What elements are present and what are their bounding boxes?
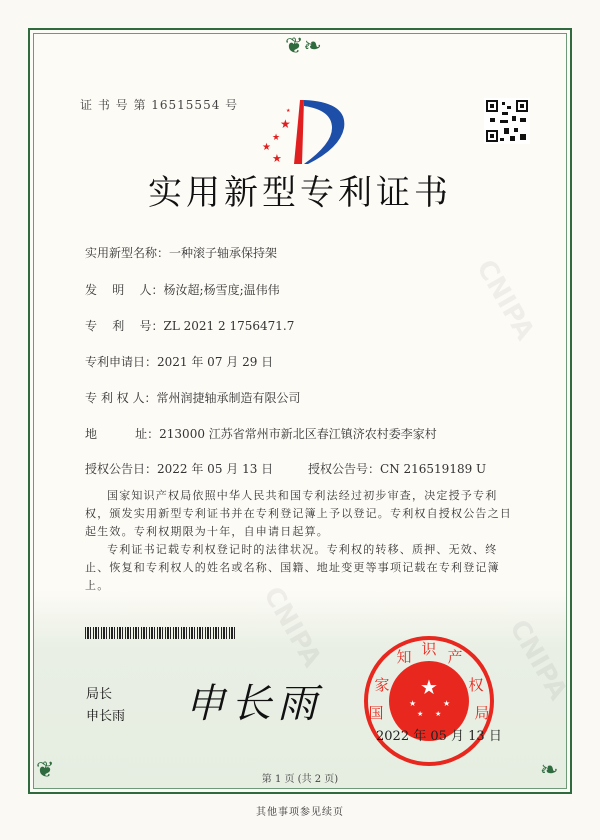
field-value: 2022 年 05 月 13 日 [157,462,274,476]
field-value: CN 216519189 U [380,462,487,476]
field-patentee [85,389,300,406]
field-patent-number [85,317,294,334]
signature: 申长雨 [185,681,323,727]
svg-text:★: ★ [409,699,417,708]
field-value: 2021 年 07 月 29 日 [157,355,274,369]
field-label: 专 利 权 人： [85,391,157,405]
svg-text:★: ★ [262,142,271,153]
field-label: 地 址： [85,427,160,441]
field-application-date [85,353,273,370]
paragraph: 专利证书记载专利权登记时的法律状况。专利权的转移、质押、无效、终止、恢复和专利权人的姓名或名称、国籍、地址变更等事项记载在专利登记簿上。 [85,543,500,592]
corner-ornament-icon: ❧ [540,758,559,783]
field-value: ZL 2021 2 1756471.7 [163,319,295,333]
svg-text:家: 家 [374,676,390,694]
field-value: 常州润捷轴承制造有限公司 [156,391,301,405]
official-seal [362,634,496,768]
field-grant-number [308,460,486,477]
cnipa-logo [258,98,348,168]
signatory-name: 申长雨 [86,709,126,724]
field-value: 杨汝超;杨雪度;温伟伟 [163,283,280,297]
footer-note: 其他事项参见续页 [256,807,344,818]
field-label: 实用新型名称： [85,246,170,260]
field-label: 发 明 人： [85,283,164,297]
field-inventors [85,281,280,298]
field-value: 一种滚子轴承保持架 [169,246,278,260]
svg-text:知: 知 [396,648,412,666]
svg-text:局: 局 [474,704,490,722]
paragraph: 国家知识产权局依照中华人民共和国专利法经过初步审查，决定授予专利权，颁发实用新型专利证书并在专利登记簿上予以登记。专利权自授权公告之日起生效。专利权期限为十年，自申请日起算。 [85,489,512,538]
svg-text:★: ★ [280,117,291,131]
certificate-number: 证 书 号 第 16515554 号 [80,98,239,112]
svg-text:★: ★ [443,699,451,708]
svg-text:★: ★ [417,710,424,718]
field-label: 专利申请日： [85,355,158,369]
field-grant-date [85,460,273,477]
svg-text:★: ★ [272,152,282,165]
top-ornament-icon: ❦❧ [285,34,322,59]
seal-date: 2022 年 05 月 13 日 [376,729,502,744]
field-label: 授权公告号： [308,462,381,476]
svg-text:★: ★ [435,710,442,718]
field-address [85,425,437,442]
certificate-title: 实用新型专利证书 [148,173,452,213]
svg-text:产: 产 [447,648,463,666]
field-label: 专 利 号： [85,319,164,333]
watermark: CNIPA [470,254,540,346]
svg-text:★: ★ [420,675,438,699]
signatory-title: 局长 [86,687,113,702]
field-utility-model-name [85,244,277,261]
field-label: 授权公告日： [85,462,158,476]
qr-code [484,98,530,144]
page-indicator: 第 1 页 (共 2 页) [261,774,339,785]
barcode [85,627,237,639]
svg-text:★: ★ [286,108,291,114]
svg-text:国: 国 [368,704,384,722]
watermark: CNIPA [257,581,327,673]
svg-text:★: ★ [272,133,281,143]
corner-ornament-icon: ❦ [36,758,55,783]
field-value: 213000 江苏省常州市新北区春江镇济农村委李家村 [159,427,437,441]
svg-text:权: 权 [468,676,484,694]
svg-text:识: 识 [421,640,437,658]
watermark: CNIPA [503,614,573,706]
